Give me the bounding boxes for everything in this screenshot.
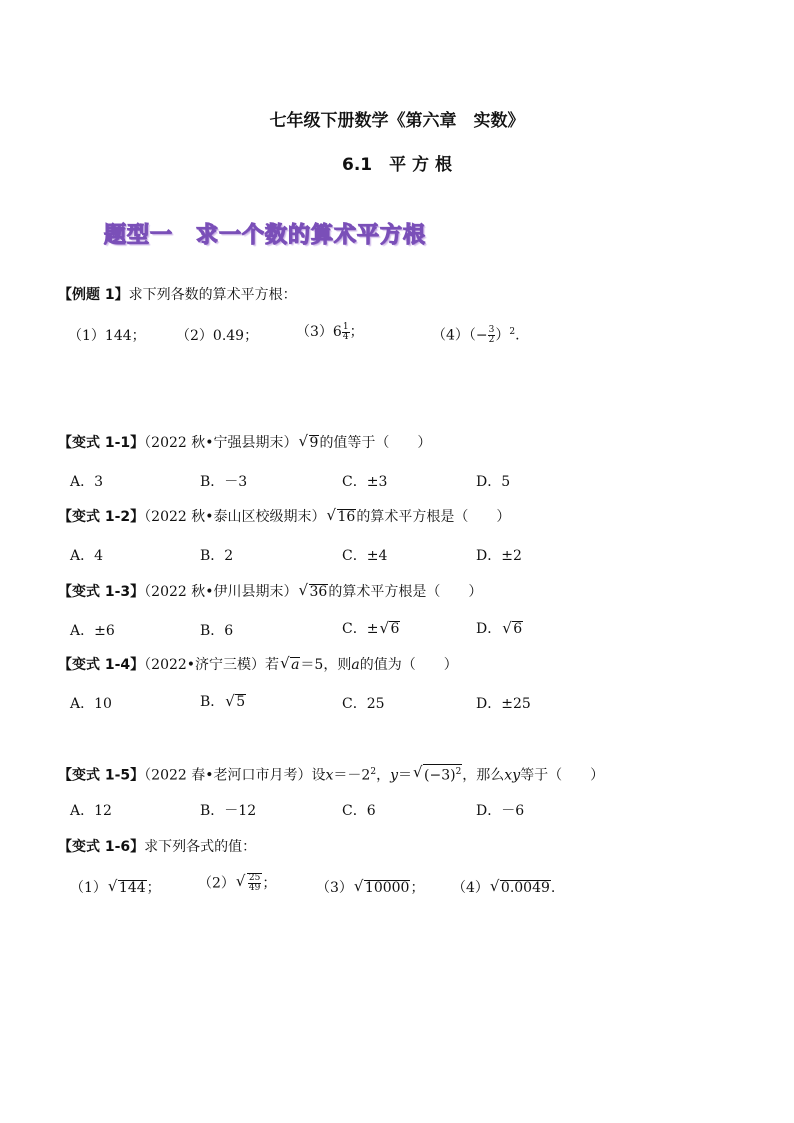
option-d[interactable]: D．±2	[476, 548, 522, 564]
question-text: 等于（ ）	[520, 767, 605, 784]
question-label: 【变式 1-3】	[58, 584, 145, 600]
example-1	[58, 285, 297, 305]
fraction	[342, 323, 350, 342]
radicand: 10000	[364, 880, 410, 896]
item-text: ；	[262, 875, 277, 892]
option-b[interactable]	[200, 691, 246, 711]
section-heading: 题型一 求一个数的算术平方根	[104, 223, 427, 248]
item-text: ；	[410, 880, 425, 896]
fraction-denominator: 49	[248, 883, 261, 893]
item-text: ；	[146, 880, 161, 896]
question-text: ＝5，则	[300, 657, 352, 673]
radicand: 144	[118, 880, 146, 896]
item-text: （3）	[316, 880, 353, 896]
sqrt-expression	[491, 878, 551, 898]
option-c[interactable]: C．6	[342, 803, 376, 819]
question-source: （2022 秋•泰山区校级期末）	[144, 509, 326, 525]
fraction	[248, 874, 261, 893]
question-text: 求下列各数的算术平方根：	[128, 287, 297, 303]
question-text: ＝－2	[333, 767, 371, 784]
radicand: 6	[390, 621, 400, 637]
option-b[interactable]: B．－3	[200, 474, 248, 490]
exponent: 2	[455, 767, 462, 777]
option-d[interactable]: D．5	[476, 474, 511, 490]
variant-1-4	[58, 655, 458, 675]
option-c[interactable]: C．±4	[342, 548, 388, 564]
item-text: ；	[349, 324, 364, 340]
variant-1-6-item-4	[452, 878, 555, 898]
option-b[interactable]: B．－12	[200, 803, 257, 819]
question-text: 的值等于（ ）	[319, 435, 432, 451]
variant-1-1	[58, 433, 431, 453]
sqrt-expression	[109, 878, 147, 898]
item-text: .	[515, 327, 520, 344]
fraction-numerator: 1	[342, 321, 349, 332]
question-label: 【变式 1-5】	[58, 767, 145, 784]
sqrt-expression	[380, 621, 400, 637]
question-label: 【例题 1】	[58, 287, 129, 303]
variant-1-3	[58, 582, 482, 602]
exponent: 2	[370, 767, 377, 777]
sqrt-expression	[355, 878, 411, 898]
item-text: ）	[495, 327, 510, 344]
variable: xy	[504, 767, 521, 784]
sqrt-expression	[226, 694, 246, 710]
question-label: 【变式 1-2】	[58, 509, 145, 525]
option-d[interactable]	[476, 618, 523, 638]
option-d[interactable]: D．－6	[476, 803, 525, 819]
option-c[interactable]: C．25	[342, 696, 385, 712]
question-source: （2022 春•老河口市月考）设	[144, 767, 326, 784]
page-subtitle: 6.1 平 方 根	[342, 155, 452, 175]
item-text: （2）	[198, 875, 235, 892]
sqrt-expression	[414, 764, 462, 786]
example-1-item-3	[296, 322, 364, 342]
radicand: 36	[309, 584, 328, 600]
example-1-item-2: （2）0.49；	[176, 328, 259, 344]
item-text: （1）	[70, 880, 107, 896]
sqrt-expression	[300, 582, 329, 602]
variant-1-2	[58, 507, 510, 527]
question-source: （2022•济宁三模）若	[144, 657, 280, 673]
fraction-denominator: 2	[488, 335, 495, 346]
example-1-item-1: （1）144；	[68, 328, 146, 344]
option-c[interactable]: C．±3	[342, 474, 388, 490]
option-a[interactable]: A．10	[70, 696, 112, 712]
page-title: 七年级下册数学《第六章 实数》	[269, 111, 525, 131]
question-text: ＝	[398, 767, 412, 784]
question-text: ，那么	[462, 767, 505, 784]
item-text: （4）	[452, 880, 489, 896]
option-c[interactable]	[342, 618, 400, 638]
question-label: 【变式 1-4】	[58, 657, 145, 673]
variant-1-6-item-2	[198, 873, 276, 894]
question-text: 的值为（ ）	[359, 657, 458, 673]
variant-1-6-item-3	[316, 878, 424, 898]
option-text: B．	[200, 694, 225, 710]
fraction-numerator: √ 25	[248, 873, 261, 883]
option-d[interactable]: D．±25	[476, 696, 531, 712]
question-source: （2022 秋•伊川县期末）	[144, 584, 298, 600]
question-text: ，	[376, 767, 391, 784]
radicand: 6	[513, 621, 523, 637]
option-text: D．	[476, 621, 502, 637]
variant-1-6-item-1	[70, 878, 161, 898]
question-text: 求下列各式的值：	[144, 839, 257, 855]
question-label: 【变式 1-1】	[58, 435, 145, 451]
radicand: 9	[309, 435, 319, 451]
radicand: 0.0049	[500, 880, 550, 896]
radicand: 16	[337, 509, 356, 525]
sqrt-expression	[237, 873, 262, 894]
option-a[interactable]: A．4	[70, 548, 104, 564]
item-text: （4）（−	[432, 327, 488, 344]
sqrt-expression	[281, 655, 300, 675]
sqrt-expression	[328, 507, 357, 527]
variant-1-6	[58, 837, 256, 857]
sqrt-expression	[300, 433, 320, 453]
option-a[interactable]: A．±6	[70, 623, 115, 639]
option-b[interactable]: B．6	[200, 623, 234, 639]
variable: y	[390, 767, 398, 784]
radicand: 5	[236, 694, 246, 710]
option-text: C．±	[342, 621, 379, 637]
item-text: .	[550, 880, 556, 896]
option-a[interactable]: A．3	[70, 474, 104, 490]
option-b[interactable]: B．2	[200, 548, 234, 564]
variant-1-5	[58, 762, 604, 786]
item-text: （3）6	[296, 324, 342, 340]
variable: a	[351, 657, 360, 673]
radicand: (−3)	[424, 767, 456, 784]
option-a[interactable]: A．12	[70, 803, 112, 819]
fraction-numerator: 3	[488, 325, 495, 336]
example-1-item-4	[432, 322, 520, 346]
question-text: 的算术平方根是（ ）	[356, 509, 511, 525]
exponent: 2	[509, 327, 516, 337]
question-text: 的算术平方根是（ ）	[328, 584, 483, 600]
sqrt-expression	[503, 621, 523, 637]
question-source: （2022 秋•宁强县期末）	[144, 435, 298, 451]
fraction-denominator: 4	[342, 331, 349, 342]
variable: x	[325, 767, 334, 784]
radicand: a	[291, 657, 300, 673]
question-label: 【变式 1-6】	[58, 839, 145, 855]
